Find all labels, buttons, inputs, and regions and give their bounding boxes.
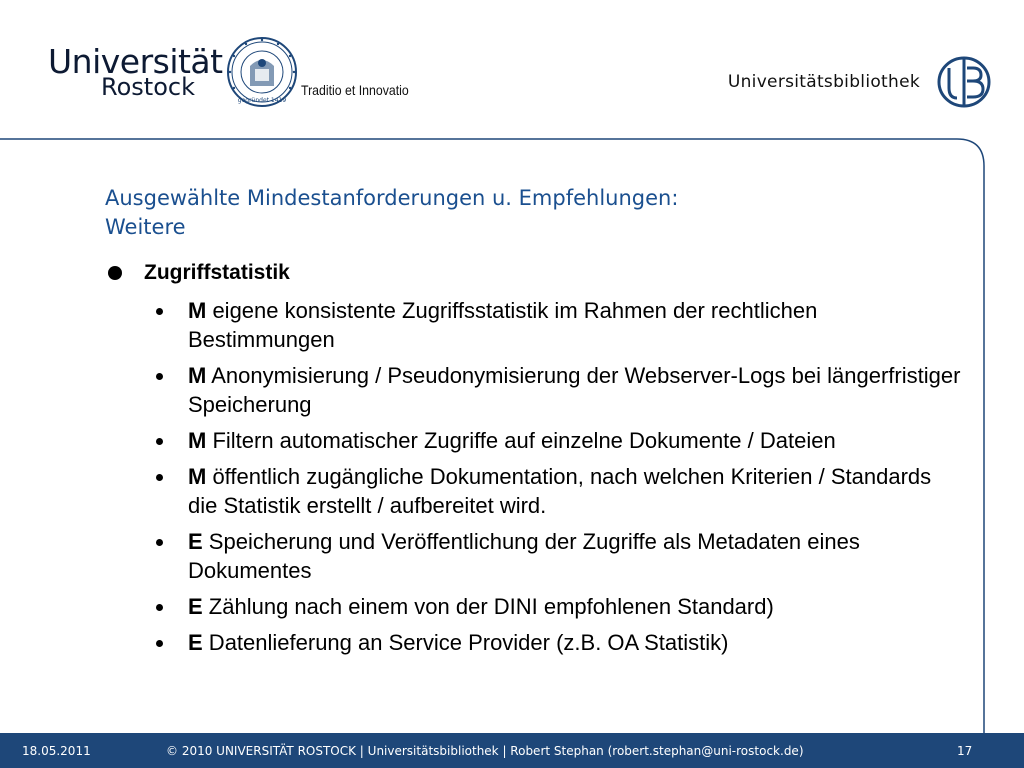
slide-header	[0, 0, 1024, 140]
list-item	[106, 361, 966, 419]
bullet-icon	[156, 604, 163, 611]
slide-title-line: Ausgewählte Mindestanforderungen u. Empfehlungen:	[105, 186, 679, 210]
requirement-text: Zählung nach einem von der DINI empfohlenen Standard)	[202, 594, 774, 619]
footer-date: 18.05.2011	[22, 744, 91, 758]
requirement-tag: E	[188, 529, 203, 554]
requirement-tag: M	[188, 298, 207, 323]
university-city: Rostock	[101, 73, 195, 101]
bullet-icon	[108, 266, 122, 280]
bullet-icon	[156, 438, 163, 445]
requirement-tag: E	[188, 594, 203, 619]
list-item	[106, 462, 966, 520]
bullet-icon	[156, 308, 163, 315]
requirement-tag: M	[188, 464, 207, 489]
requirement-text: eigene konsistente Zugriffsstatistik im Rahmen der rechtlichen Bestimmungen	[188, 298, 818, 352]
section-heading	[106, 258, 966, 288]
list-item	[106, 592, 966, 621]
bullet-icon	[156, 373, 163, 380]
requirement-text: Datenlieferung an Service Provider (z.B. OA Statistik)	[202, 630, 729, 655]
page-number: 17	[957, 744, 973, 758]
university-motto: Traditio et Innovatio	[301, 82, 409, 98]
requirement-text: Anonymisierung / Pseudonymisierung der Webserver-Logs bei längerfristiger Speicherung	[188, 363, 961, 417]
requirement-list	[106, 296, 966, 657]
bullet-icon	[156, 640, 163, 647]
requirement-text: öffentlich zugängliche Dokumentation, nach welchen Kriterien / Standards die Statistik erstellt / aufbereitet wird.	[188, 464, 932, 518]
slide-footer	[0, 733, 1024, 768]
slide-title	[105, 184, 925, 242]
requirement-text: Filtern automatischer Zugriffe auf einzelne Dokumente / Dateien	[206, 428, 836, 453]
section-heading-text: Zugriffstatistik	[144, 261, 290, 284]
slide-title-line: Weitere	[105, 215, 186, 239]
list-item	[106, 628, 966, 657]
bullet-icon	[156, 474, 163, 481]
requirement-tag: M	[188, 428, 207, 453]
requirement-text: Speicherung und Veröffentlichung der Zugriffe als Metadaten eines Dokumentes	[188, 529, 860, 583]
list-item	[106, 426, 966, 455]
requirement-tag: E	[188, 630, 203, 655]
university-seal-icon	[226, 36, 298, 108]
footer-copyright: © 2010 UNIVERSITÄT ROSTOCK | Universitätsbibliothek | Robert Stephan (robert.stephan@uni-rostock.de)	[166, 744, 804, 758]
list-item	[106, 296, 966, 354]
slide-body	[106, 258, 966, 664]
bullet-icon	[156, 539, 163, 546]
library-logo-icon	[937, 56, 991, 108]
library-label: Universitätsbibliothek	[727, 72, 920, 92]
requirement-tag: M	[188, 363, 207, 388]
seal-caption: gegründet 1419	[237, 97, 287, 104]
list-item	[106, 527, 966, 585]
university-name: Universität	[48, 42, 223, 81]
